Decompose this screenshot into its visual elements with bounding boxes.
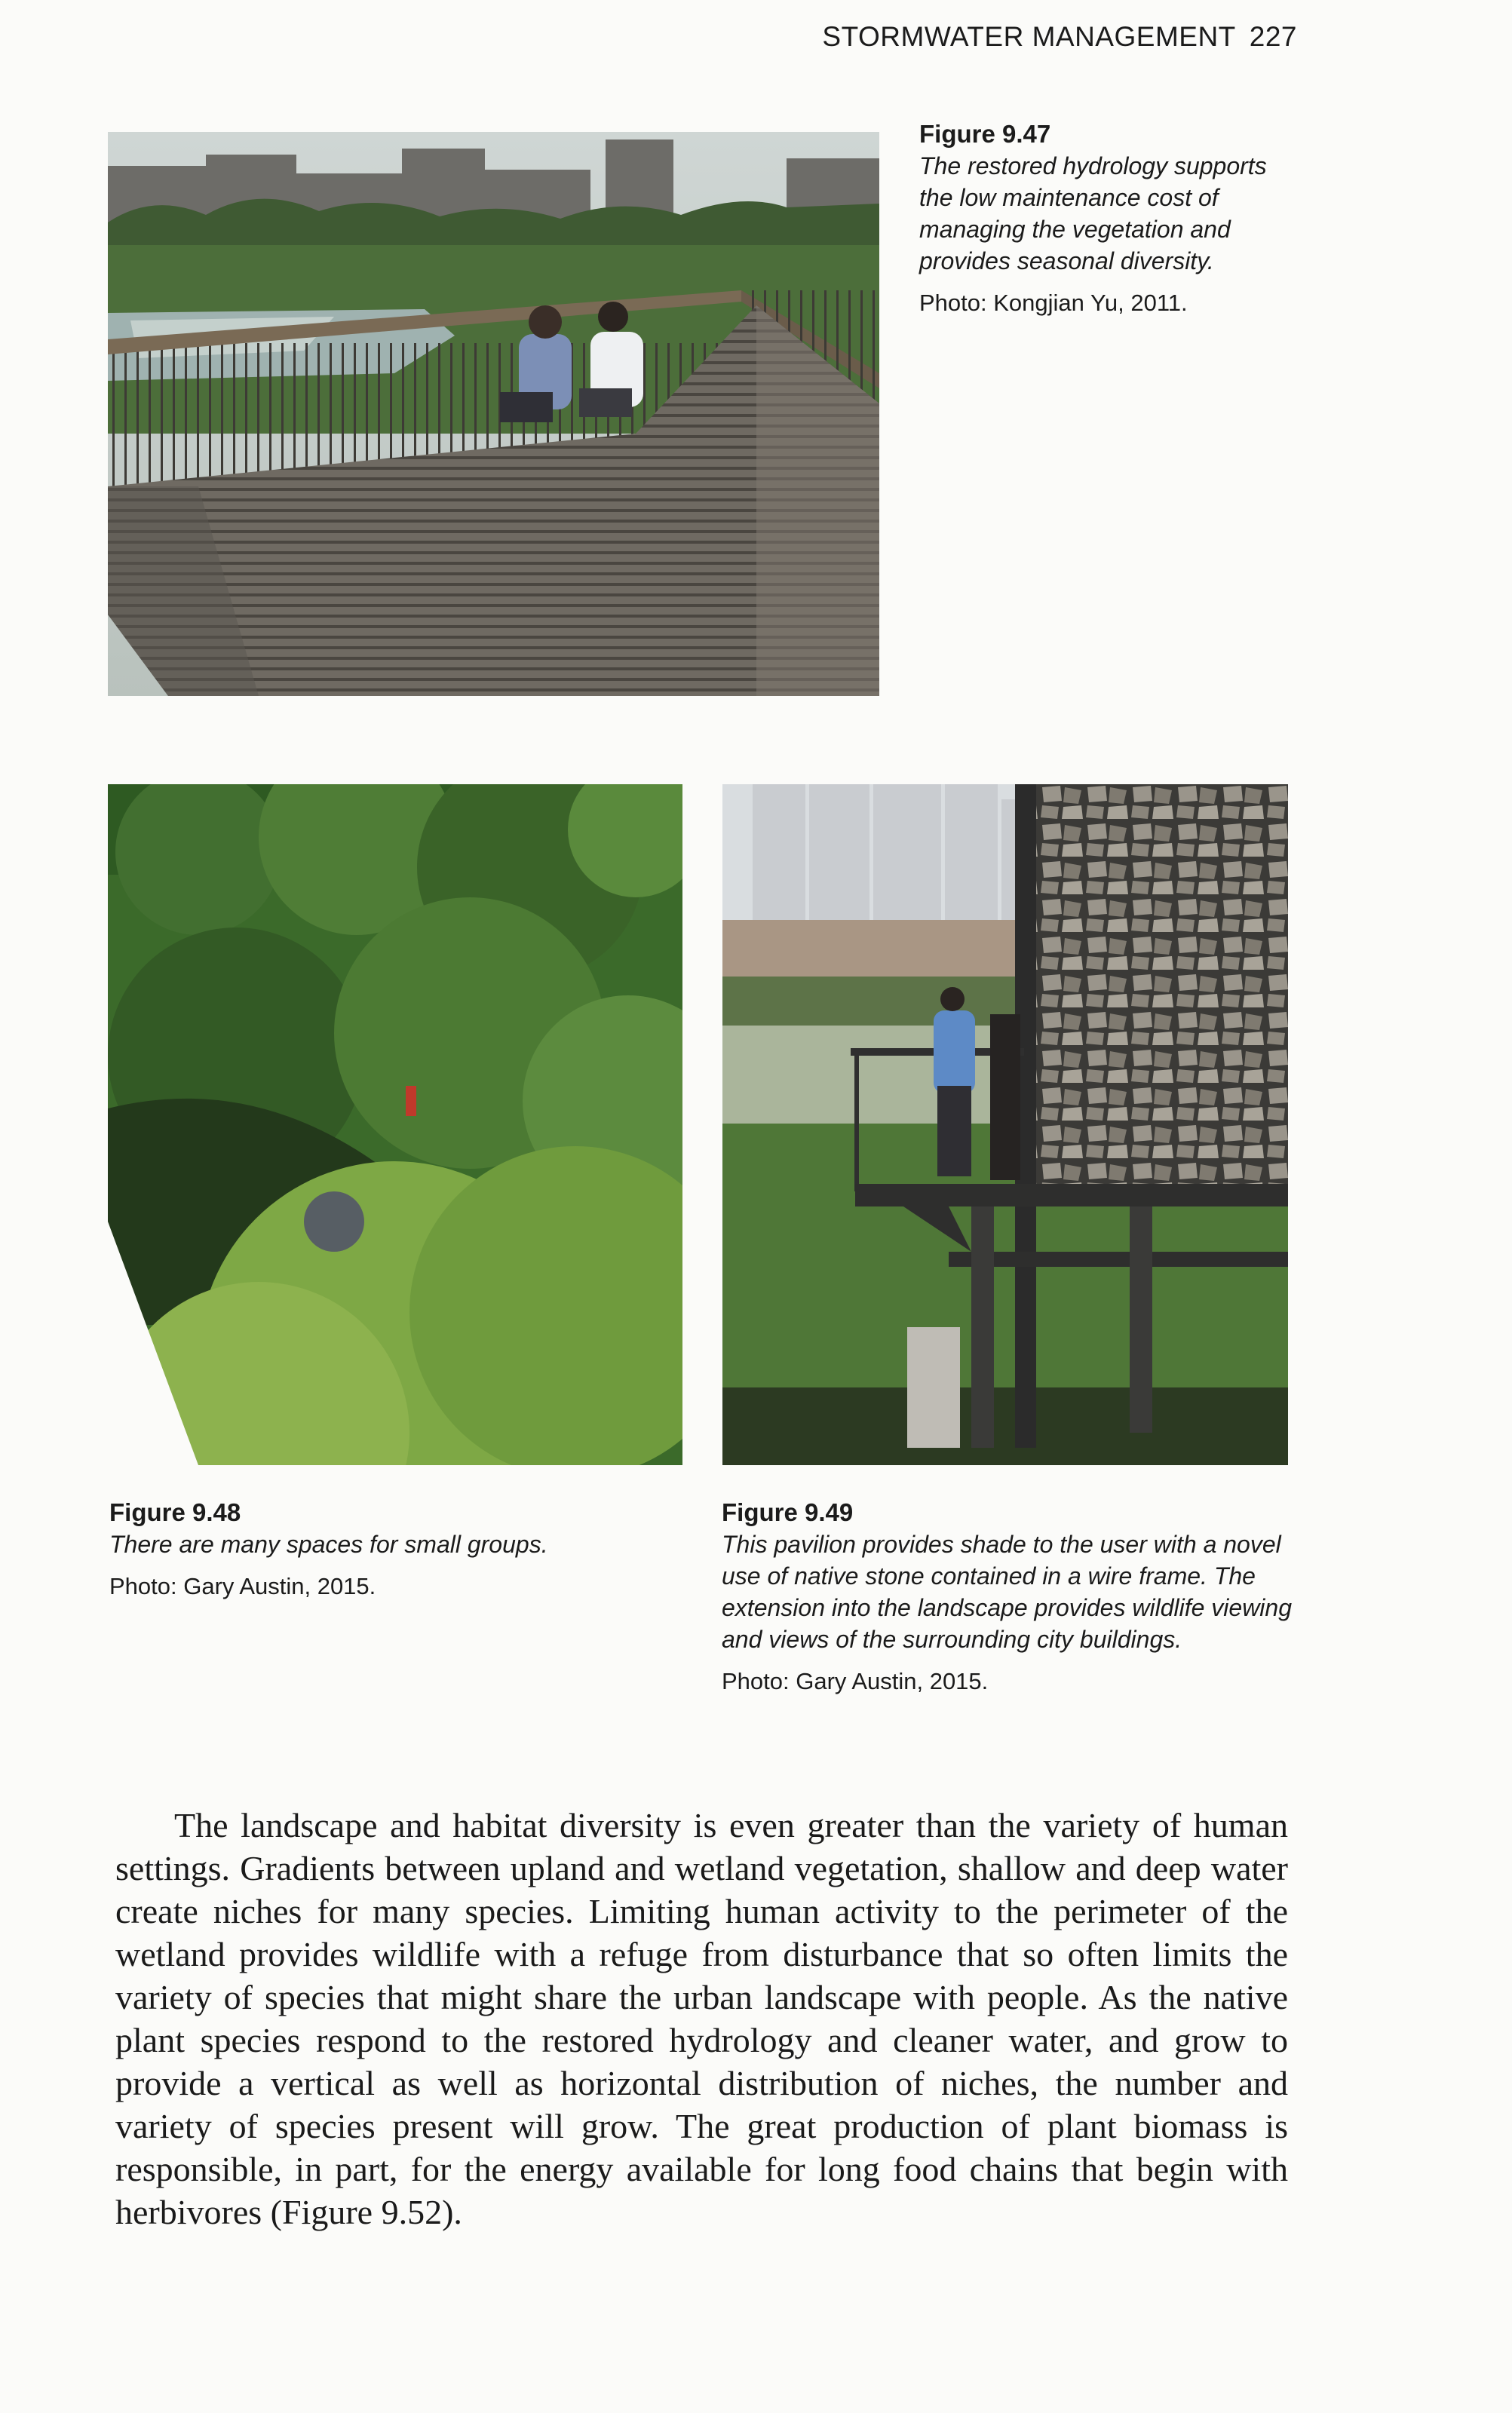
- figure-credit: Photo: Kongjian Yu, 2011.: [919, 290, 1188, 316]
- figure-credit: Photo: Gary Austin, 2015.: [109, 1573, 376, 1599]
- figure-9-49-photo: [722, 784, 1288, 1465]
- figure-caption-text: This pavilion provides shade to the user with a novel use of native stone contained in a wire frame. The extension into the landscape provides wildlife viewing and views of the surrounding city buildings.: [722, 1531, 1292, 1653]
- body-paragraph: The landscape and habitat diversity is even greater than the variety of human settings. Gradients between upland and wetland vegetation, shallow and deep water create niches for many species. Limiting human activity to the perimeter of the wetland provides wildlife with a refuge from disturbance that so often limits the variety of species that might share the urban landscape with people. As the native plant species respond to the restored hydrology and cleaner water, and grow to provide a vertical as well as horizontal distribution of niches, the number and variety of species present will grow. The great production of plant biomass is responsible, in part, for the energy available for long food chains that begin with herbivores (Figure 9.52).: [115, 1806, 1288, 2231]
- figure-label: Figure 9.49: [722, 1498, 854, 1526]
- figure-caption-text: The restored hydrology supports the low maintenance cost of managing the vegetation and provides seasonal diversity.: [919, 152, 1267, 274]
- running-head: [822, 21, 1297, 53]
- page-number: 227: [1249, 21, 1297, 52]
- figure-9-49-caption: [722, 1497, 1295, 1697]
- figure-caption-text: There are many spaces for small groups.: [109, 1531, 548, 1558]
- figure-label: Figure 9.47: [919, 120, 1051, 148]
- running-title: STORMWATER MANAGEMENT: [822, 21, 1236, 52]
- figure-9-47-photo: [108, 132, 879, 696]
- figure-9-48-caption: [109, 1497, 652, 1602]
- figure-label: Figure 9.48: [109, 1498, 241, 1526]
- figure-credit: Photo: Gary Austin, 2015.: [722, 1668, 989, 1694]
- figure-9-48-photo: [108, 784, 682, 1465]
- figure-9-47-caption: [919, 118, 1296, 319]
